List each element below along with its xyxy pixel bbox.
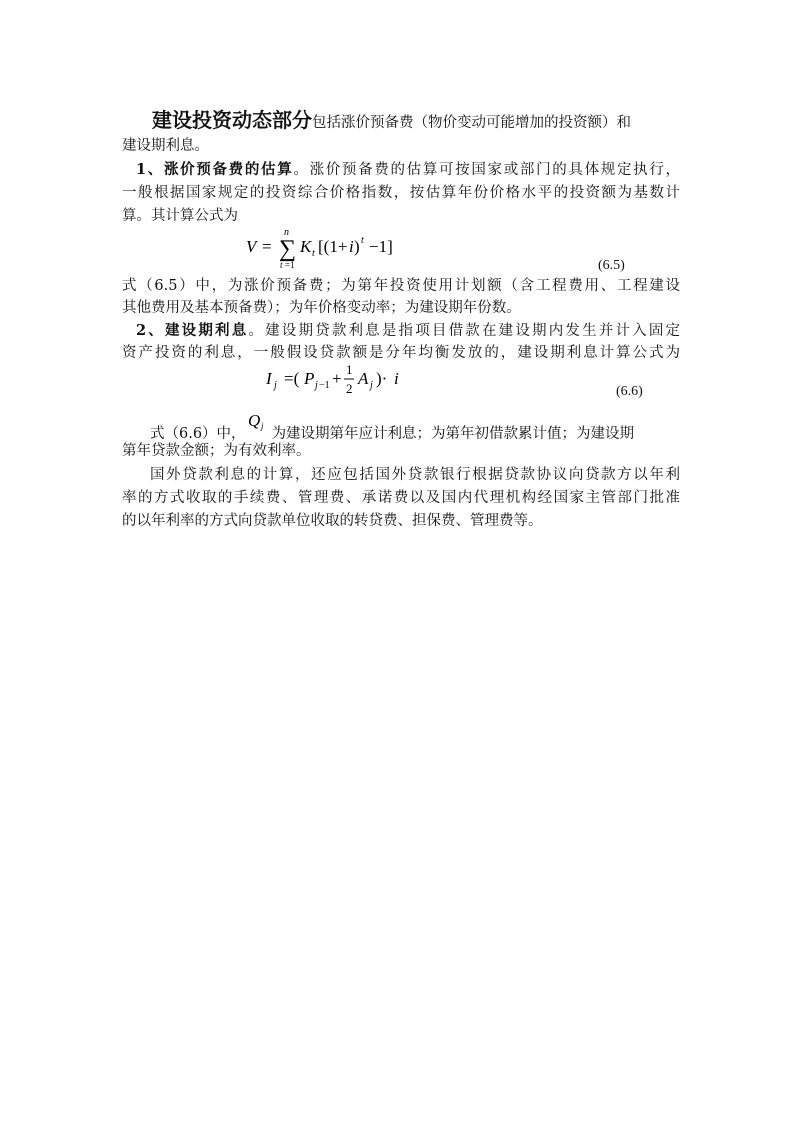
svg-text:i: i	[349, 237, 354, 256]
heading-line	[152, 104, 631, 133]
q-symbol-graphic	[246, 408, 272, 436]
svg-text:): )	[354, 237, 360, 256]
section3-line2: 率的方式收取的手续费、管理费、承诺费以及国内代理机构经国家主管部门批准	[122, 490, 680, 506]
svg-text:)·: )·	[376, 369, 388, 388]
section3-line1: 国外贷款利息的计算，还应包括国外贷款银行根据贷款协议向贷款方以年利	[150, 467, 680, 483]
svg-text:t: t	[312, 248, 315, 259]
section1-explain-line2: 其他费用及基本预备费）；为年价格变动率；为建设期年份数。	[122, 300, 521, 316]
svg-text:+: +	[332, 369, 342, 388]
svg-text:=: =	[262, 237, 272, 256]
section1-explain-line1: 式（6.5）中，为涨价预备费；为第年投资使用计划额（含工程费用、工程建设	[122, 278, 680, 294]
svg-text:1: 1	[346, 362, 353, 377]
svg-text:j: j	[274, 380, 277, 391]
section1-text-line2: 一般根据国家规定的投资综合价格指数，按估算年份价格水平的投资额为基数计	[122, 185, 680, 201]
section1-text-line1: 。涨价预备费的估算可按国家或部门的具体规定执行，	[293, 162, 681, 178]
section2-explain-rest: 为建设期第年应计利息；为第年初借款累计值；为建设期	[271, 426, 635, 442]
section1-paragraph-line1	[136, 160, 680, 180]
heading-title: 建设投资动态部分	[152, 108, 312, 132]
section2-text-line1: 。建设期贷款利息是指项目借款在建设期内发生并计入固定	[248, 323, 681, 339]
section2-text-line2: 资产投资的利息，一般假设贷款额是分年均衡发放的，建设期利息计算公式为	[122, 345, 680, 361]
heading-tail: 包括涨价预备费（物价变动可能增加的投资额）和	[312, 115, 631, 131]
section2-explain-prefix: 式（6.6）中，	[150, 426, 246, 442]
formula-6-5-graphic	[246, 226, 416, 272]
svg-text:Q: Q	[247, 411, 260, 430]
section1-label: 1、涨价预备费的估算	[136, 161, 294, 178]
formula-6-6-graphic	[266, 360, 436, 400]
svg-text:[(1+: [(1+	[318, 237, 348, 256]
svg-text:I: I	[266, 369, 272, 388]
svg-text:A: A	[358, 369, 369, 388]
formula-6-5	[246, 226, 416, 277]
section3-line3: 的以年利率的方式向贷款单位收取的转贷费、担保费、管理费等。	[122, 513, 543, 529]
svg-text:t: t	[280, 260, 283, 270]
svg-text:j: j	[260, 421, 264, 431]
svg-text:−1: −1	[319, 380, 330, 391]
svg-text:∑: ∑	[279, 236, 297, 262]
section2-paragraph-line1	[136, 321, 680, 341]
heading-line-2: 建设期利息。	[122, 138, 209, 154]
svg-text:−1]: −1]	[369, 237, 393, 256]
svg-text:n: n	[284, 227, 289, 238]
svg-text:j: j	[370, 380, 373, 391]
svg-text:K: K	[300, 237, 312, 256]
svg-text:=(: =(	[284, 369, 300, 388]
svg-text:t: t	[361, 235, 364, 246]
q-symbol	[246, 411, 272, 438]
section2-explain-line2: 第年贷款金额；为有效利率。	[122, 443, 311, 459]
section2-label: 2、建设期利息	[136, 322, 249, 339]
svg-text:V: V	[246, 237, 257, 256]
svg-text:=1: =1	[285, 260, 295, 270]
svg-text:2: 2	[346, 381, 353, 396]
formula-6-6	[266, 360, 436, 405]
formula-6-6-number: (6.6)	[616, 384, 643, 399]
svg-text:i: i	[394, 369, 399, 388]
svg-text:P: P	[304, 369, 315, 388]
svg-text:j: j	[315, 380, 318, 391]
section1-text-line3: 算。其计算公式为	[122, 208, 238, 224]
formula-6-5-number: (6.5)	[598, 258, 625, 273]
